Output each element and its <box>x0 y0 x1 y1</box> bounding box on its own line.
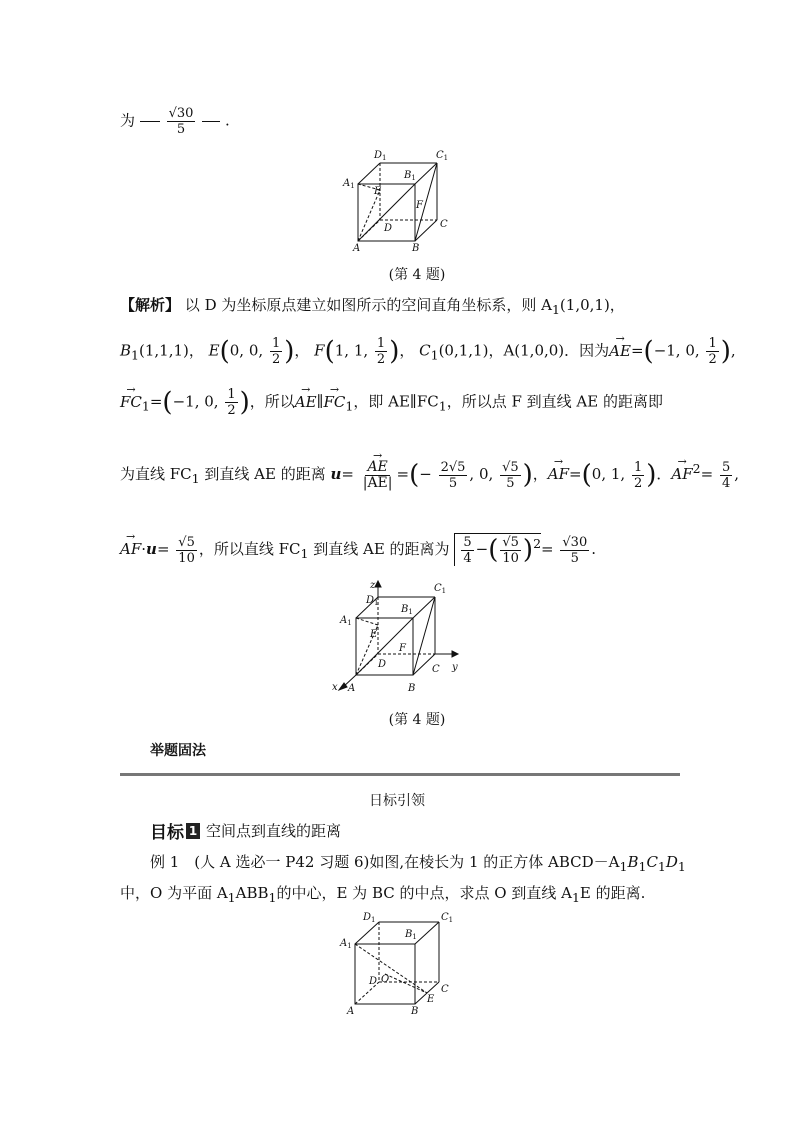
analysis-line-1: 【解析】 以 D 为坐标原点建立如图所示的空间直角坐标系，则 $A_1(1,0,1)$， <box>120 296 625 317</box>
analysis-line-2: $B_1(1,1,1)$， E(0, 0, $\frac{1}{2}$ )， F(1, 1, $\frac{1}{2}$ )， $C_1(0,1,1)$，A(1,0,0)．因为→ AE=(−1, 0, $\frac{1}{2}$ ), <box>120 336 736 367</box>
target-badge: 目标 <box>150 823 184 843</box>
axis-z: z <box>370 580 376 591</box>
figure-1-caption: (第 4 题) <box>388 267 446 283</box>
cube-figure-1 <box>340 145 460 255</box>
svg-text:B1: $B_1$ <box>405 929 417 941</box>
svg-text:F: F <box>399 643 406 654</box>
svg-text:A1: $A_1$ <box>340 938 352 950</box>
target-title: 空间点到直线的距离 <box>206 822 342 840</box>
label-C1: $C_1$ <box>436 150 449 162</box>
analysis-line-4: 为直线 $FC_1$ 到直线 AE 的距离 u= → $\frac{AE}{|AE|}$ =(− $\frac{2√5}{5}$ , 0, $\frac{√5}{5}$ )，→ AF=(0, 1, $\frac{1}{2}$ )．→ $AF^2=$ $\frac{5}{4}$ , <box>120 459 739 491</box>
figure-2-caption: (第 4 题) <box>388 712 446 728</box>
label-O: O <box>381 974 390 985</box>
svg-text:C1: $C_1$ <box>441 912 454 924</box>
answer-line: 为 $\frac{√30}{5}$ . <box>120 106 230 137</box>
answer-prefix: 为 <box>120 111 136 130</box>
example-line-2: 中，O 为平面 $A_1ABB_1$的中心，E 为 BC 的中点，求点 O 到直线 $A_1E$ 的距离. <box>120 884 646 905</box>
svg-text:C1: $C_1$ <box>434 583 447 595</box>
label-F: F <box>416 200 423 211</box>
example-line-1: 例 1 (人 A 选必一 P42 习题 6)如图,在棱长为 1 的正方体 $ABCD-A_1B_1C_1D_1$ <box>150 853 686 874</box>
analysis-line-3: → $FC_1=(-1$, 0, $\frac{1}{2}$ )，所以→ AE∥→ $FC_1$，即 $AE\parallel FC_1$，所以点 F 到直线 AE 的距离即 <box>120 387 663 418</box>
svg-text:D1: $D_1$ <box>366 595 379 607</box>
label-B: B <box>412 243 420 254</box>
label-D: D <box>384 223 393 234</box>
label-D1: $D_1$ <box>374 150 387 162</box>
analysis-tag: 【解析】 <box>120 296 181 314</box>
svg-text:B: B <box>408 683 416 694</box>
svg-text:A1: $A_1$ <box>340 615 352 627</box>
svg-text:C: C <box>441 984 449 995</box>
svg-text:D1: $D_1$ <box>363 912 376 924</box>
cube-figure-3 <box>335 910 465 1020</box>
svg-text:C: C <box>432 664 440 675</box>
answer-fraction: $\frac{√30}{5}$ <box>168 106 194 137</box>
svg-text:A: A <box>347 1006 355 1017</box>
svg-text:A: A <box>348 683 356 694</box>
cube-figure-2 <box>328 578 468 698</box>
analysis-line-5: → AF·u= $\frac{√5}{10}$ ，所以直线 $FC_1$ 到直线 AE 的距离为 $\frac{5}{4}$ −( $\frac{√5}{10}$ )$^2$= $\frac{√30}{5}$ . <box>120 533 596 566</box>
svg-text:B1: $B_1$ <box>401 604 413 616</box>
svg-text:D: D <box>369 976 378 987</box>
section-head: 举题固法 <box>150 743 206 759</box>
target-heading <box>150 818 341 843</box>
label-E: E <box>374 186 382 197</box>
label-B1: $B_1$ <box>404 170 416 182</box>
target-number: 1 <box>186 823 200 839</box>
divider-rule <box>120 773 680 776</box>
svg-text:D: D <box>378 659 387 670</box>
axis-y: y <box>452 662 458 673</box>
label-A1: $A_1$ <box>343 178 355 190</box>
svg-text:E: E <box>427 994 435 1005</box>
label-C: C <box>440 219 448 230</box>
axis-x: x <box>332 682 338 693</box>
label-A: A <box>353 243 361 254</box>
svg-text:E: E <box>370 629 378 640</box>
svg-text:B: B <box>411 1006 419 1017</box>
divider-title: 日标引领 <box>369 793 425 809</box>
